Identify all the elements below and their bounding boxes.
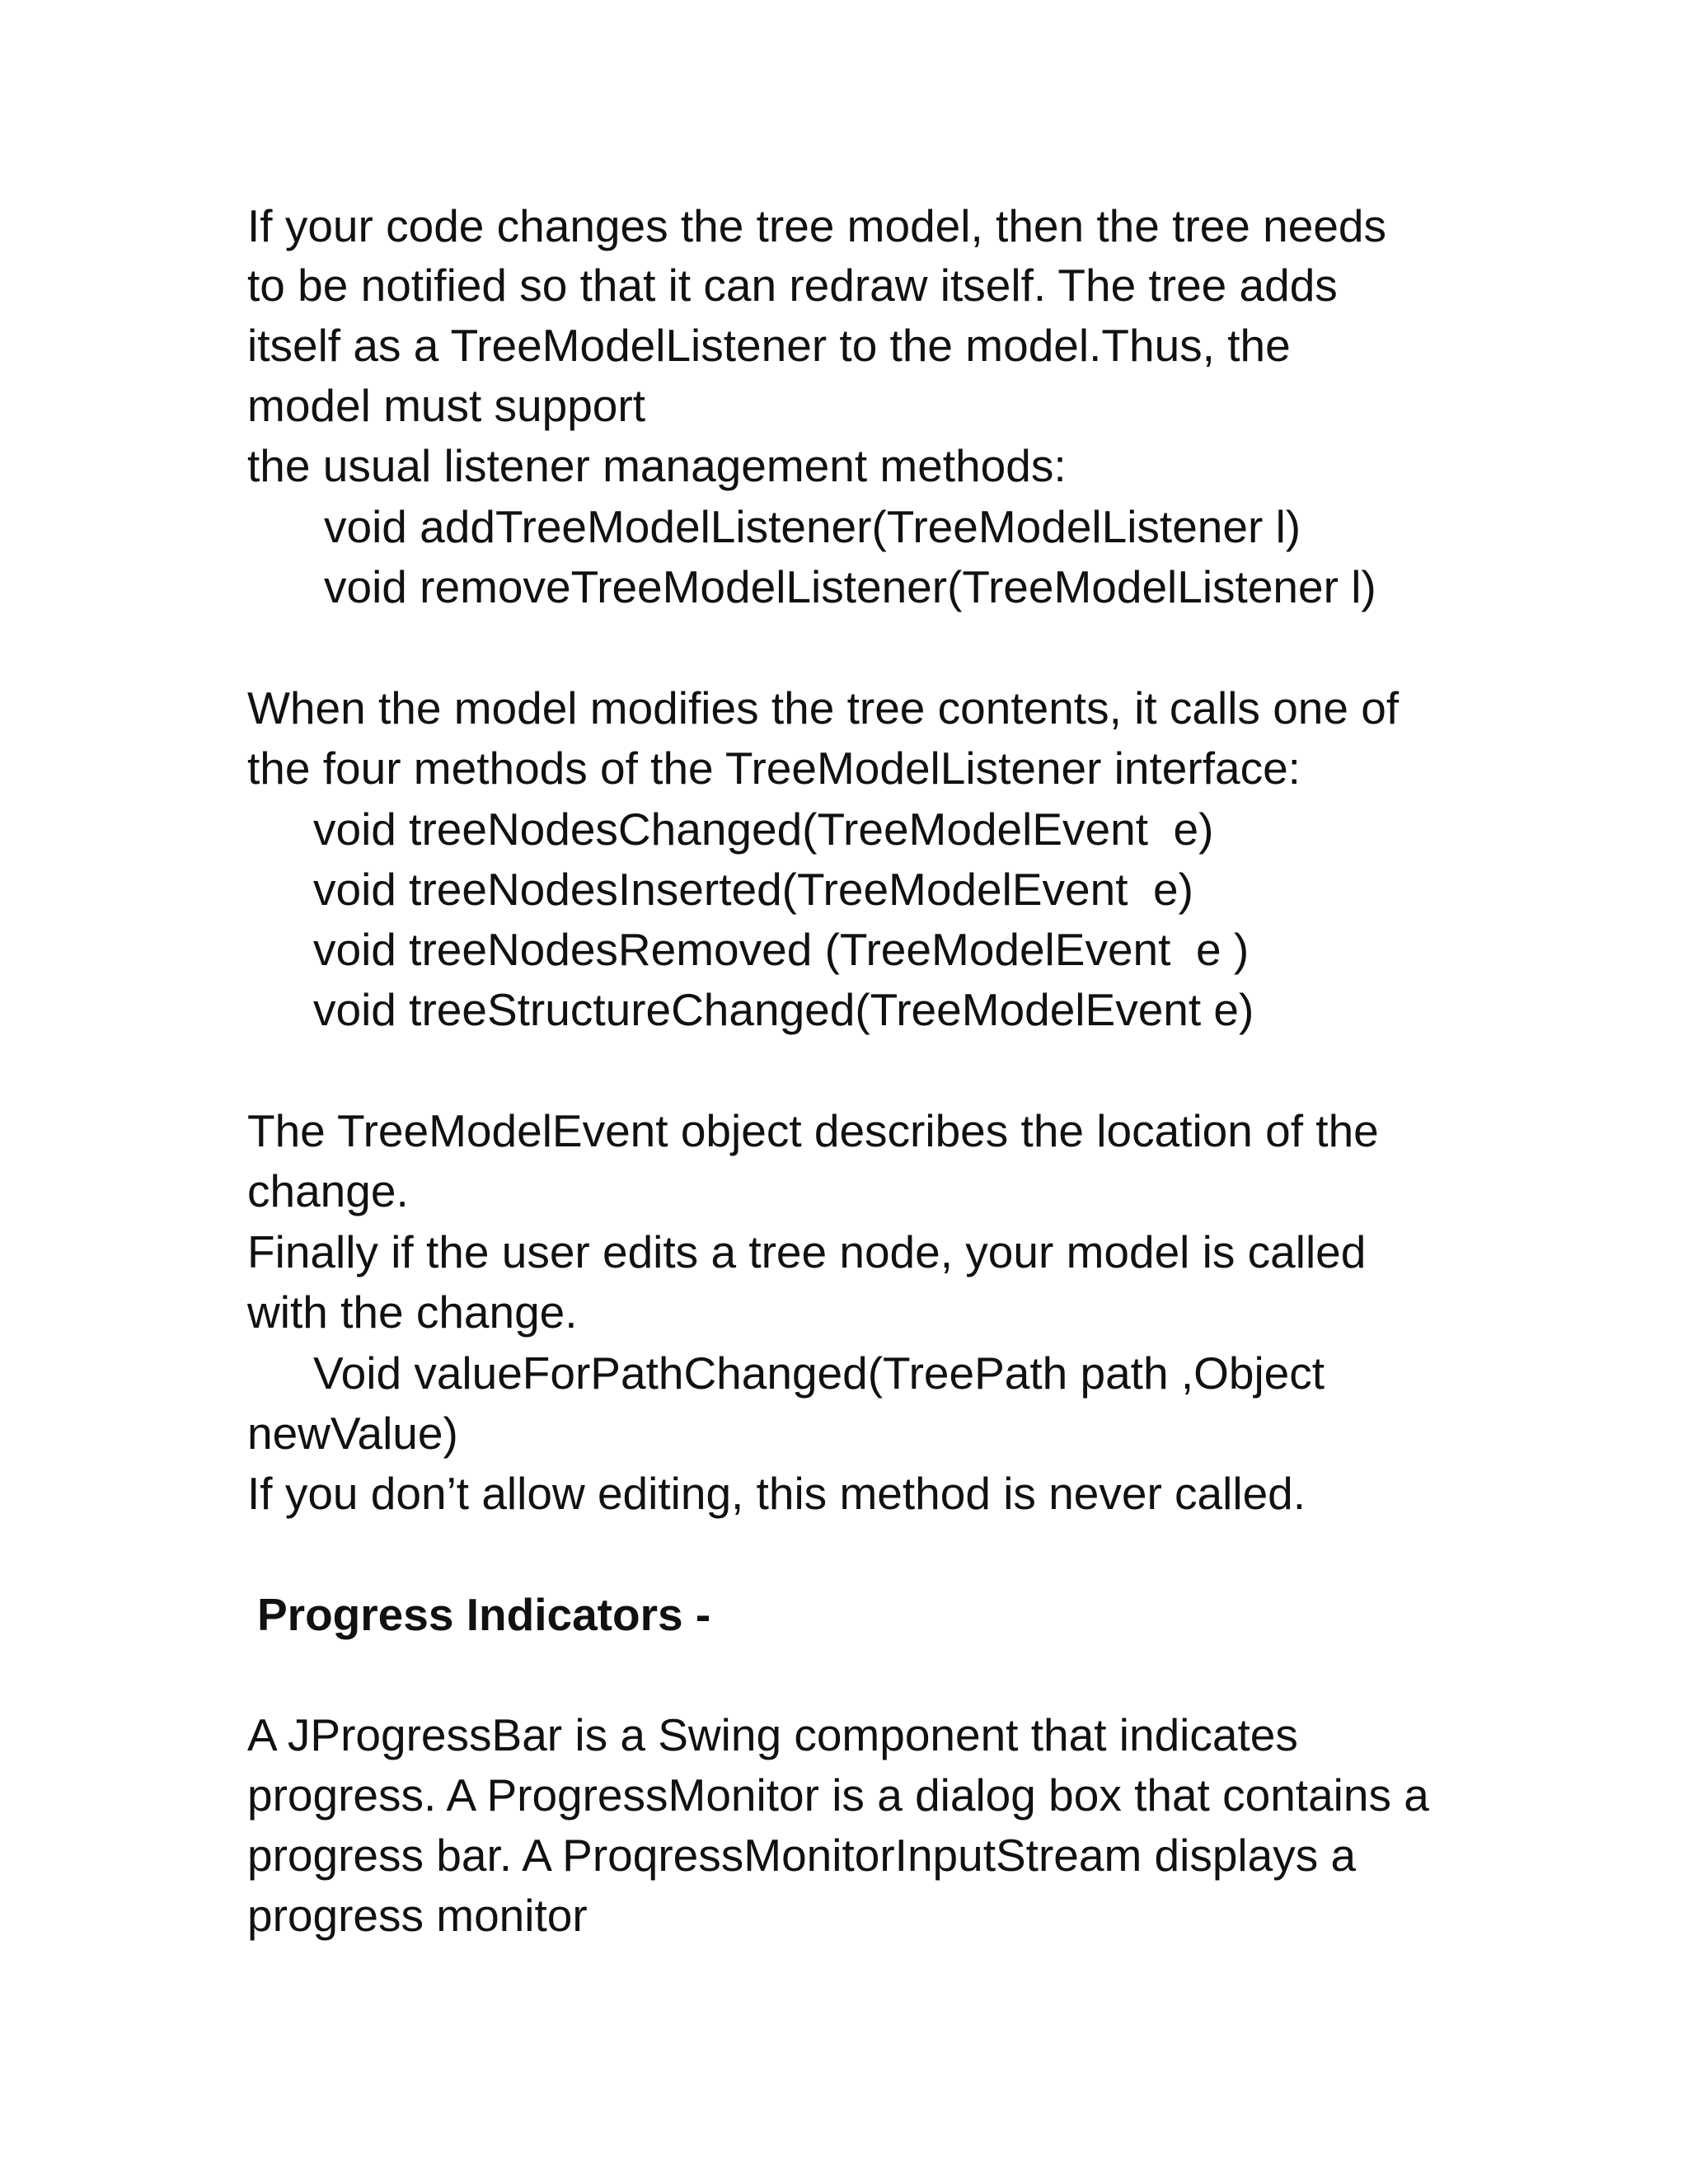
- value-method-line-1: Void valueForPathChanged(TreePath path ,Object: [313, 1347, 1325, 1399]
- para1-line-2: to be notified so that it can redraw itself. The tree adds: [247, 260, 1338, 311]
- para2-line-2: the four methods of the TreeModelListener interface:: [247, 743, 1301, 794]
- para3-line-4: with the change.: [247, 1286, 578, 1338]
- listener-method-remove: void removeTreeModelListener(TreeModelListener l): [324, 561, 1376, 612]
- para5-line-2: progress. A ProgressMonitor is a dialog box that contains a: [247, 1769, 1429, 1821]
- section-heading: Progress Indicators -: [257, 1589, 711, 1640]
- para5-line-1: A JProgressBar is a Swing component that indicates: [247, 1709, 1298, 1760]
- para4: If you don’t allow editing, this method is never called.: [247, 1468, 1306, 1519]
- para3-line-1: The TreeModelEvent object describes the location of the: [247, 1105, 1379, 1156]
- para5-line-3: progress bar. A ProqressMonitorInputStream displays a: [247, 1830, 1357, 1881]
- para3-line-3: Finally if the user edits a tree node, your model is called: [247, 1226, 1367, 1277]
- para1-line-4: model must support: [247, 380, 645, 431]
- event-method-nodes-removed: void treeNodesRemoved (TreeModelEvent e ): [313, 924, 1250, 975]
- para1-line-1: If your code changes the tree model, then the tree needs: [247, 200, 1387, 251]
- para3-line-2: change.: [247, 1165, 409, 1216]
- para2-line-1: When the model modifies the tree contents, it calls one of: [247, 682, 1400, 733]
- listener-method-add: void addTreeModelListener(TreeModelListener l): [324, 501, 1301, 552]
- para5-line-4: progress monitor: [247, 1890, 588, 1941]
- event-method-nodes-changed: void treeNodesChanged(TreeModelEvent e): [313, 804, 1214, 855]
- value-method-line-2: newValue): [247, 1408, 458, 1459]
- event-method-structure-changed: void treeStructureChanged(TreeModelEvent e): [313, 984, 1254, 1035]
- event-method-nodes-inserted: void treeNodesInserted(TreeModelEvent e): [313, 864, 1193, 915]
- para1-line-5: the usual listener management methods:: [247, 440, 1067, 491]
- para1-line-3: itself as a TreeModelListener to the model.Thus, the: [247, 320, 1291, 371]
